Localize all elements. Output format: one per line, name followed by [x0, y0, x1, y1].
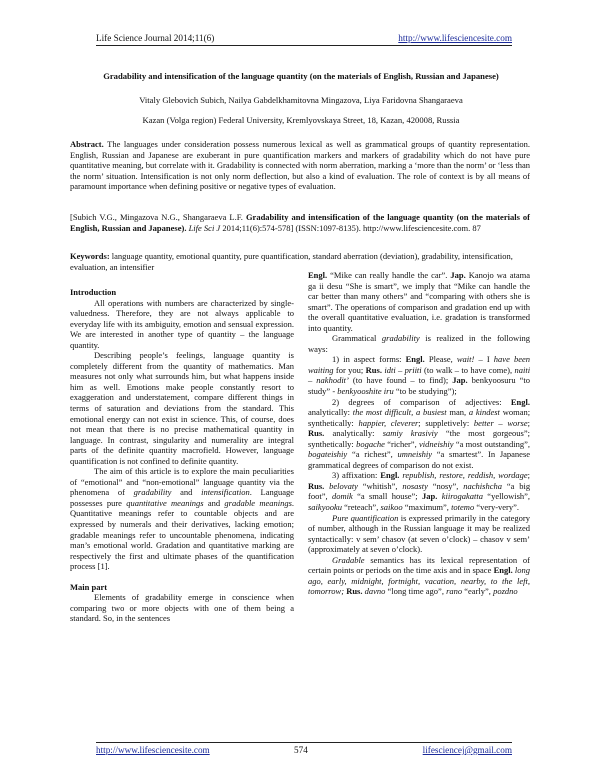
affiliation: Kazan (Volga region) Federal University, Kremlyovskaya Street, 18, Kazan, 420008, Russia [142, 115, 460, 125]
intro-paragraph-2: Describing people’s feelings, language quantity is completely different from the quantity of mathematics. Man measures not only what surrounds him, but what happens inside him as well. Emotions make people constantly resort to exaggeration and understatement, compare different things in terms of saturation and deviations from the standard. This emotional energy can not exist in science. This, of course, does not mean that there is no precise mathematical quantity in language. In contrast, singularity and numerality are integral parts of the definite quantity macrofield. However, language quantification is not confined to definite quantity. [70, 350, 294, 466]
footer-email-link[interactable]: lifesciencej@gmail.com [422, 745, 512, 755]
authors: Vitaly Glebovich Subich, Nailya Gabdelkhamitovna Mingazova, Liya Faridovna Shangaraeva [139, 95, 463, 105]
citation-journal: Life Sci J [188, 222, 221, 233]
right-column [308, 270, 530, 597]
page-number: 574 [294, 745, 308, 755]
keywords-label: Keywords: [70, 251, 110, 261]
citation [70, 212, 530, 233]
pure-quantification-paragraph: Pure quantification is expressed primarily in the category of number, although in the Russian language it may be realized syntactically: v sem’ chasov (at seven o’clock) – chasov v sem’ (approximately at seven o’clock). [308, 512, 531, 555]
header-url-link[interactable]: http://www.lifesciencesite.com [398, 33, 512, 43]
running-header [96, 33, 512, 46]
paper-title: Gradability and intensification of the language quantity (on the materials of English, Russian and Japanese) [103, 71, 499, 81]
intro-paragraph-1: All operations with numbers are characterized by single-valuedness. Therefore, they are not always applicable to everyday life with its ambiguity, emotion and sensual expression. We are interested in another type of quantity – the language quantity. [70, 297, 294, 350]
journal-name: Life Science Journal 2014;11(6) [96, 33, 215, 43]
keywords [70, 251, 530, 272]
running-footer [96, 742, 512, 755]
abstract [70, 139, 530, 192]
list-item-degrees-of-comparison: 2) degrees of comparison of adjectives: Engl. analytically: the most difficult, a busiest man, a kindest woman; synthetically: happier, cleverer; suppletively: better – worse; Rus. analytically: samiy krasiviy “the most gorgeous”; synthetically: bogache “richer”, vidneishiy “a most outstanding”, bogateishiy “a richest”, umneishiy “a smartest”. In Japanese grammatical degrees of comparison do not exist. [308, 396, 531, 470]
col2-paragraph-2: Grammatical gradability is realized in the following ways: [308, 333, 531, 354]
citation-details: 2014;11(6):574-578] (ISSN:1097-8135). http://www.lifesciencesite.com. 87 [222, 222, 481, 233]
main-paragraph-1: Elements of gradability emerge in conscience when comparing two or more objects with one of them being a standard. So, in the sentences [70, 592, 294, 624]
abstract-text: The languages under consideration possess numerous lexical as well as grammatical groups of quantity representation. English, Russian and Japanese are exuberant in pure quantification markers and markers of gradability which do not have pure quantitative meaning, but correlate with it. Gradability is connected with norm aberration, marking a ‘more than the norm’ or ‘less than the norm’ situation. Intensification is not only norm deflection, but also a kind of evaluation. The role of context is by all means of paramount importance when defining positive or negative types of evaluation. [70, 139, 530, 192]
keywords-text: language quantity, emotional quantity, pure quantification, standard aberration (deviation), gradability, intensification, evaluation, an intensifier [70, 251, 513, 272]
intro-paragraph-3: The aim of this article is to explore the main peculiarities of “emotional” and “non-emotional” language quantity via the phenomena of gradability and intensification. Language possesses pure quantitative meanings and gradable meanings. Quantitative meanings refer to countable objects and are expressed by numerals and their derivatives, lacking emotion; gradable meanings refer to uncountable phenomena, indicating man’s emotional world. Gradation and quantitative marking are respectively the first and ultimate phases of the quantification process [1]. [70, 466, 295, 572]
citation-authors: [Subich V.G., Mingazova N.G., Shangaraeva L.F. [70, 212, 243, 222]
footer-url-link[interactable]: http://www.lifesciencesite.com [96, 745, 210, 755]
section-heading-main-part: Main part [70, 581, 108, 592]
abstract-label: Abstract. [70, 139, 104, 149]
gradable-semantics-paragraph: Gradable semantics has its lexical representation of certain points or periods on the time axis and in space Engl. long ago, early, midnight, fortnight, vacation, nearby, to the left, tomorrow; Rus. davno “long time ago”, rano “early”, pozdno [308, 554, 531, 597]
list-item-affixation: 3) affixation: Engl. republish, restore, reddish, wordage; Rus. belovaty “whitish”, nosasty “nosy”, nachishcha “a big foot”, domik “a small house”; Jap. kiirogakatta “yellowish”, saikyooku “reteach”, saikoo “maximum”, totemo “very-very”. [308, 470, 531, 513]
section-heading-introduction: Introduction [70, 287, 117, 297]
col2-paragraph-1: Engl. “Mike can really handle the car”. Jap. Kanojo wa atama ga ii desu “She is smart”, we imply that “Mike can handle the car better than many others” and “comparing with others she is smart”. The operations of comparison and gradation end up with the overall quantitative evaluation, i.e. gradation is transformed into quantity. [308, 270, 531, 333]
citation-title: Gradability and intensification of the language quantity (on the materials of English, Russian and Japanese). [70, 212, 530, 233]
left-column [70, 287, 294, 624]
list-item-aspect-forms: 1) in aspect forms: Engl. Please, wait! – I have been waiting for you; Rus. idti – priiti (to walk – to have come), naiti – nakhodit’ (to have found – to find); Jap. benkyoosuru “to study” - benkyooshite iru “to be studying”); [308, 354, 531, 397]
